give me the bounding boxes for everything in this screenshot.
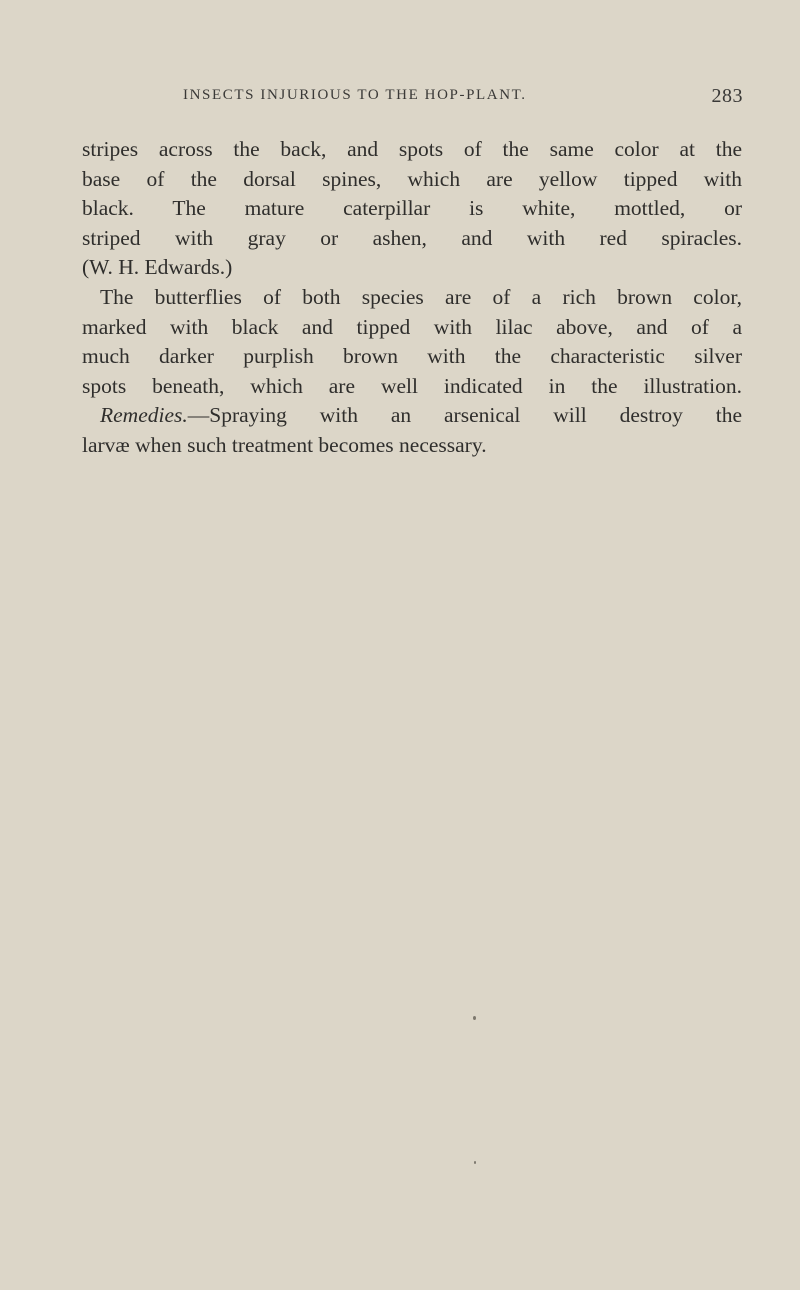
text-line: larvæ when such treatment becomes necessary. <box>82 432 487 457</box>
text-line: striped with gray or ashen, and with red spiracles. <box>82 225 742 250</box>
text-line: base of the dorsal spines, which are yellow tipped with <box>82 166 742 191</box>
text-line: stripes across the back, and spots of the same color at the <box>82 137 742 161</box>
page-header <box>183 87 743 111</box>
text-line: The butterflies of both species are of a rich brown color, <box>100 284 742 309</box>
remedies-text: —Spraying with an arsenical will destroy the <box>187 403 742 428</box>
text-line: black. The mature caterpillar is white, mottled, or <box>82 196 742 221</box>
text-line: (W. H. Edwards.) <box>82 255 233 280</box>
remedies-line <box>82 401 742 431</box>
remedies-label: Remedies. <box>100 403 188 428</box>
text-line: much darker purplish brown with the characteristic silver <box>82 344 742 369</box>
page-number: 283 <box>711 85 743 107</box>
body-text <box>82 135 742 461</box>
text-line: marked with black and tipped with lilac above, and of a <box>82 314 742 339</box>
paper-speck <box>474 1161 476 1164</box>
paper-speck <box>473 1016 476 1020</box>
running-title: INSECTS INJURIOUS TO THE HOP-PLANT. <box>183 87 527 103</box>
text-line: spots beneath, which are well indicated in the illustration. <box>82 373 742 398</box>
